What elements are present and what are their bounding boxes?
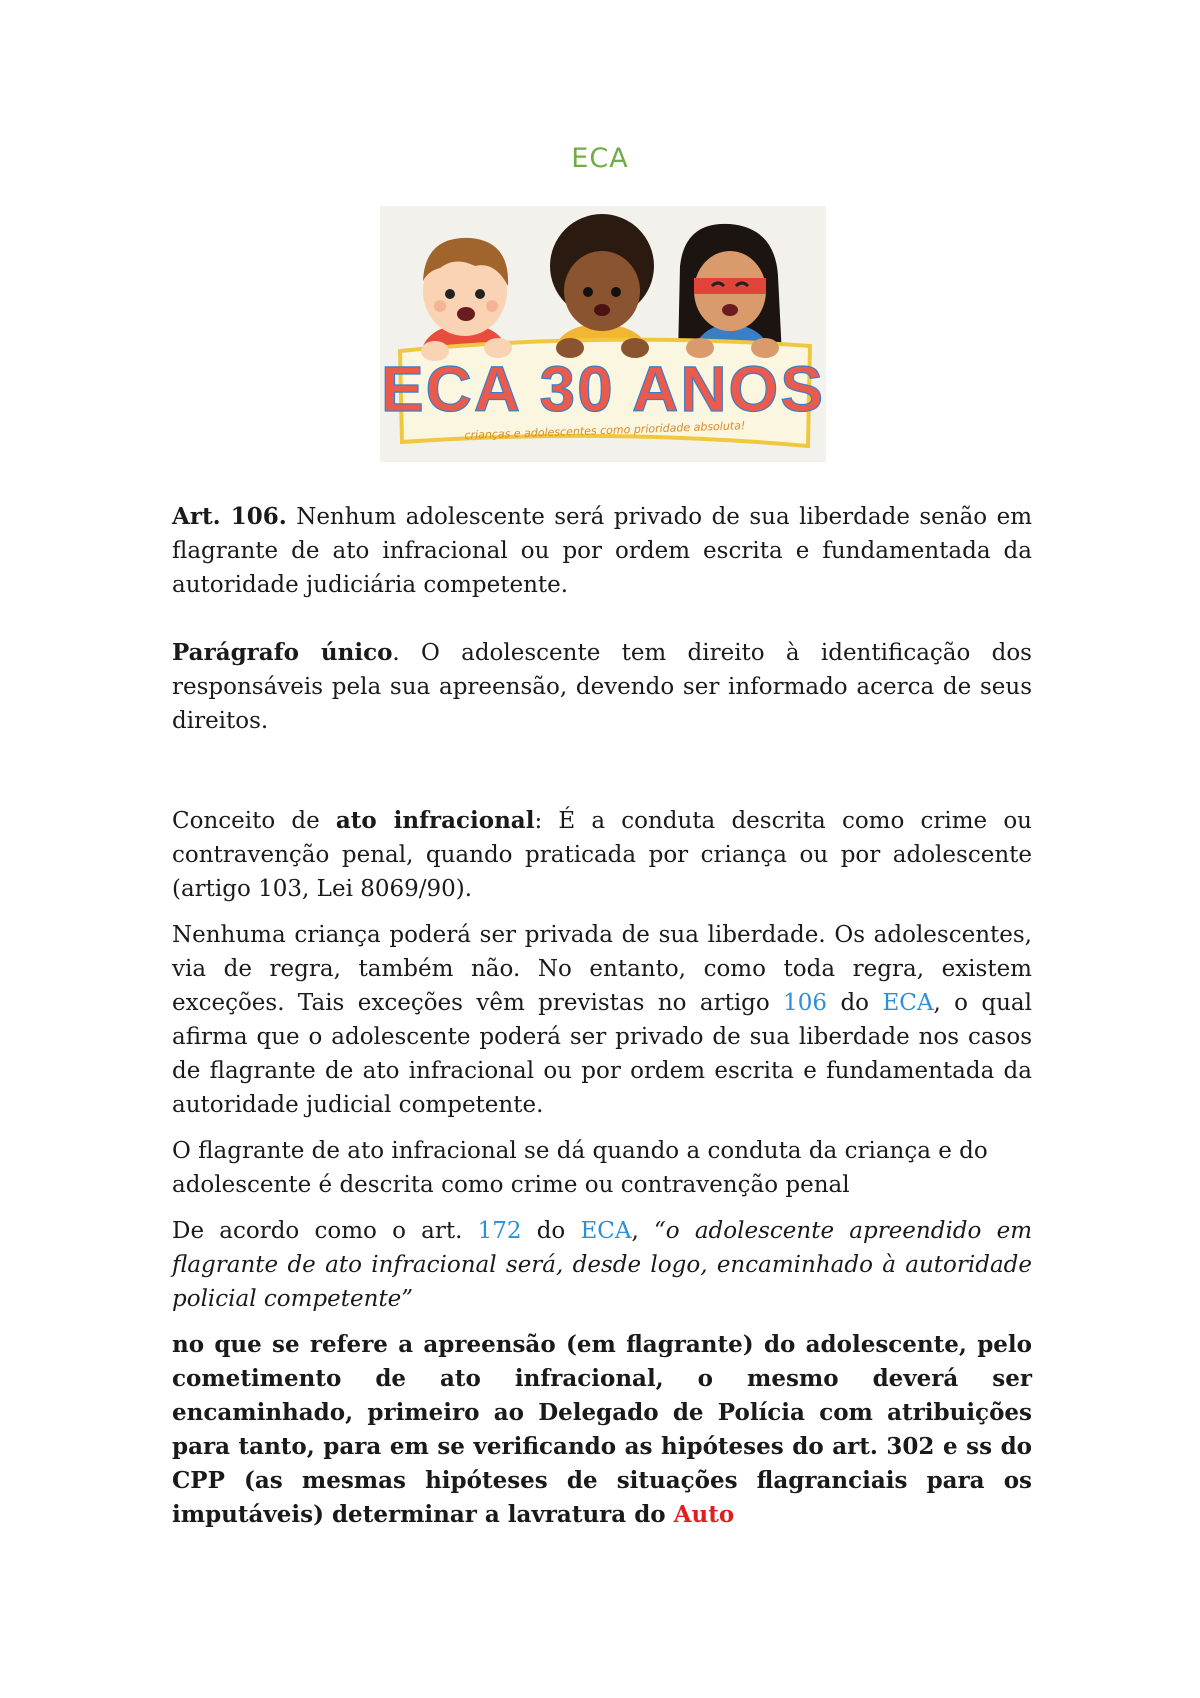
acordo-paragraph <box>172 1214 1032 1316</box>
link-artigo-106[interactable]: 106 <box>783 990 828 1016</box>
link-eca[interactable]: ECA <box>882 990 934 1016</box>
article-106 <box>172 500 1032 602</box>
conceito-lead: Conceito de <box>172 808 336 834</box>
apreensao-paragraph <box>172 1328 1032 1532</box>
auto-highlight: Auto <box>673 1501 735 1528</box>
link-artigo-172[interactable]: 172 <box>477 1218 522 1244</box>
article-label: Art. 106. <box>172 503 287 530</box>
conceito-text: : É a conduta descrita como crime ou contravenção penal, quando praticada por criança ou por adolescente (artigo 103, Lei 8069/90). <box>172 808 1032 902</box>
girl-long-hair-illustration <box>678 224 782 356</box>
banner-heading: ECA 30 ANOS <box>380 353 826 425</box>
nenhuma-paragraph <box>172 918 1032 1122</box>
nenhuma-text-3: , o qual afirma que o adolescente poderá ser privado de sua liberdade nos casos de flagrante de ato infracional ou por ordem escrita e fundamentada da autoridade judicial competente. <box>172 990 1032 1118</box>
conceito-paragraph <box>172 804 1032 906</box>
nenhuma-text-1: Nenhuma criança poderá ser privada de sua liberdade. Os adolescentes, via de regra, também não. No entanto, como toda regra, existem exceções. Tais exceções vêm previstas no artigo <box>172 922 1032 1016</box>
paragrafo-text: . O adolescente tem direito à identificação dos responsáveis pela sua apreensão, devendo ser informado acerca de seus direitos. <box>172 640 1032 734</box>
acordo-text-3: , <box>631 1218 655 1244</box>
article-text: Nenhum adolescente será privado de sua liberdade senão em flagrante de ato infracional ou por ordem escrita e fundamentada da autoridade judiciária competente. <box>172 504 1033 598</box>
conceito-term: ato infracional <box>335 807 535 834</box>
eca-30-anos-banner-image <box>380 206 826 462</box>
link-eca-2[interactable]: ECA <box>580 1218 632 1244</box>
apreensao-text: no que se refere a apreensão (em flagrante) do adolescente, pelo cometimento de ato infracional, o mesmo deverá ser encaminhado, primeiro ao Delegado de Polícia com atribuições para tanto, para em se verificando as hipóteses do art. 302 e ss do CPP (as mesmas hipóteses de situações flagranciais para os imputáveis) determinar a lavratura do <box>172 1331 1032 1528</box>
document-title: ECA <box>571 143 629 174</box>
acordo-text-2: do <box>521 1218 581 1244</box>
flagrante-paragraph: O flagrante de ato infracional se dá quando a conduta da criança e do adolescente é descrita como crime ou contravenção penal <box>172 1138 988 1198</box>
banner-subtitle: crianças e adolescentes como prioridade absoluta! <box>464 419 746 442</box>
nenhuma-text-2: do <box>827 990 883 1016</box>
acordo-text-1: De acordo como o art. <box>172 1218 478 1244</box>
paragrafo-unico <box>172 636 1032 738</box>
paragrafo-label: Parágrafo único <box>172 639 393 666</box>
document-body <box>172 500 1032 1532</box>
acordo-quote: “o adolescente apreendido em flagrante de ato infracional será, desde logo, encaminhado à autoridade policial competente” <box>172 1218 1033 1312</box>
